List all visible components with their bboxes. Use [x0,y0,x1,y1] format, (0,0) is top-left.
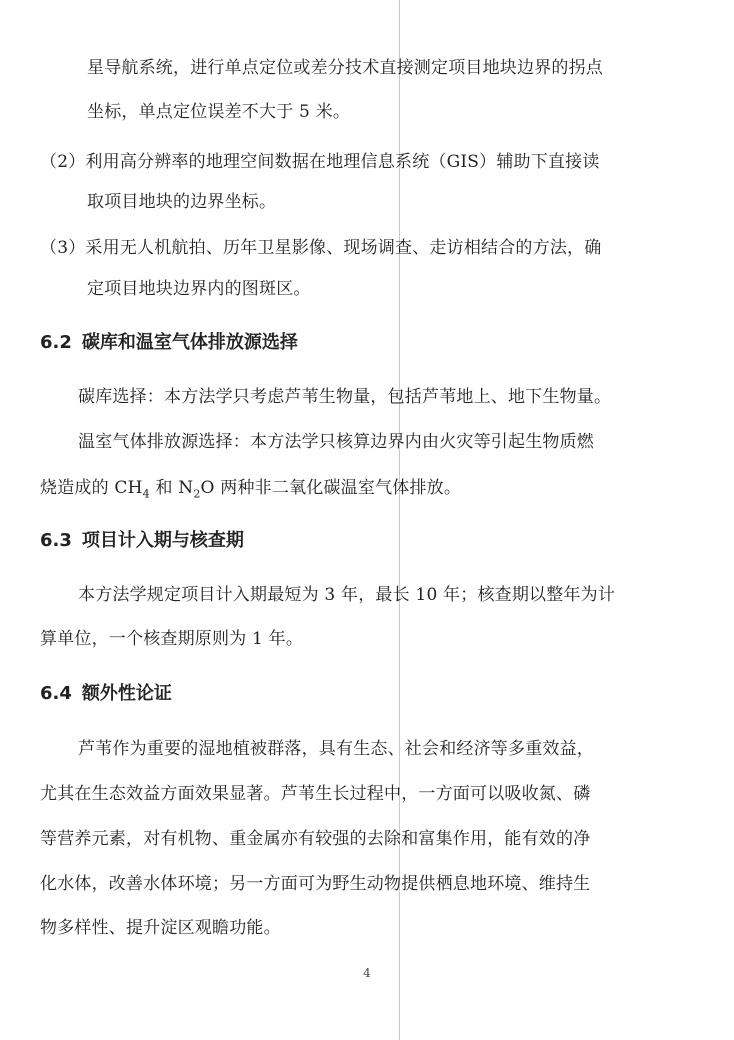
section-title: 项目计入期与核查期 [81,530,244,551]
section-number: 6.3 [40,530,72,551]
text-span: 烧造成的 CH [40,478,143,498]
text-span: O 两种非二氧化碳温室气体排放。 [200,478,462,498]
paragraph-line: 化水体，改善水体环境；另一方面可为野生动物提供栖息地环境、维持生 [40,874,591,894]
section-title: 额外性论证 [81,683,172,704]
paragraph-line: 算单位，一个核查期原则为 1 年。 [40,629,304,649]
text-line: 取项目地块的边界坐标。 [87,192,277,212]
paragraph-line: 本方法学规定项目计入期最短为 3 年，最长 10 年；核查期以整年为计 [78,585,616,605]
subscript: 2 [193,487,201,501]
section-number: 6.2 [40,332,72,353]
section-number: 6.4 [40,683,72,704]
paragraph-line: 等营养元素，对有机物、重金属亦有较强的去除和富集作用，能有效的净 [40,829,591,849]
page-number: 4 [363,966,371,980]
paragraph-line [40,476,461,506]
text-line: 星导航系统，进行单点定位或差分技术直接测定项目地块边界的拐点 [87,58,603,78]
list-item-2: （2）利用高分辨率的地理空间数据在地理信息系统（GIS）辅助下直接读 [40,152,600,172]
subscript: 4 [142,487,150,501]
paragraph-line: 芦苇作为重要的湿地植被群落，具有生态、社会和经济等多重效益， [78,739,594,759]
text-span: 和 N [149,478,194,498]
section-title: 碳库和温室气体排放源选择 [81,332,298,353]
paragraph-line: 温室气体排放源选择：本方法学只核算边界内由火灾等引起生物质燃 [78,432,594,452]
section-heading-6-4 [40,682,172,706]
list-item-3: （3）采用无人机航拍、历年卫星影像、现场调查、走访相结合的方法，确 [40,238,602,258]
paragraph-line: 碳库选择：本方法学只考虑芦苇生物量，包括芦苇地上、地下生物量。 [78,387,612,407]
section-heading-6-3 [40,529,244,553]
section-heading-6-2 [40,331,298,355]
text-line: 坐标，单点定位误差不大于 5 米。 [87,102,351,122]
paragraph-line: 物多样性、提升淀区观瞻功能。 [40,918,281,938]
text-line: 定项目地块边界内的图斑区。 [87,279,311,299]
paragraph-line: 尤其在生态效益方面效果显著。芦苇生长过程中，一方面可以吸收氮、磷 [40,784,591,804]
